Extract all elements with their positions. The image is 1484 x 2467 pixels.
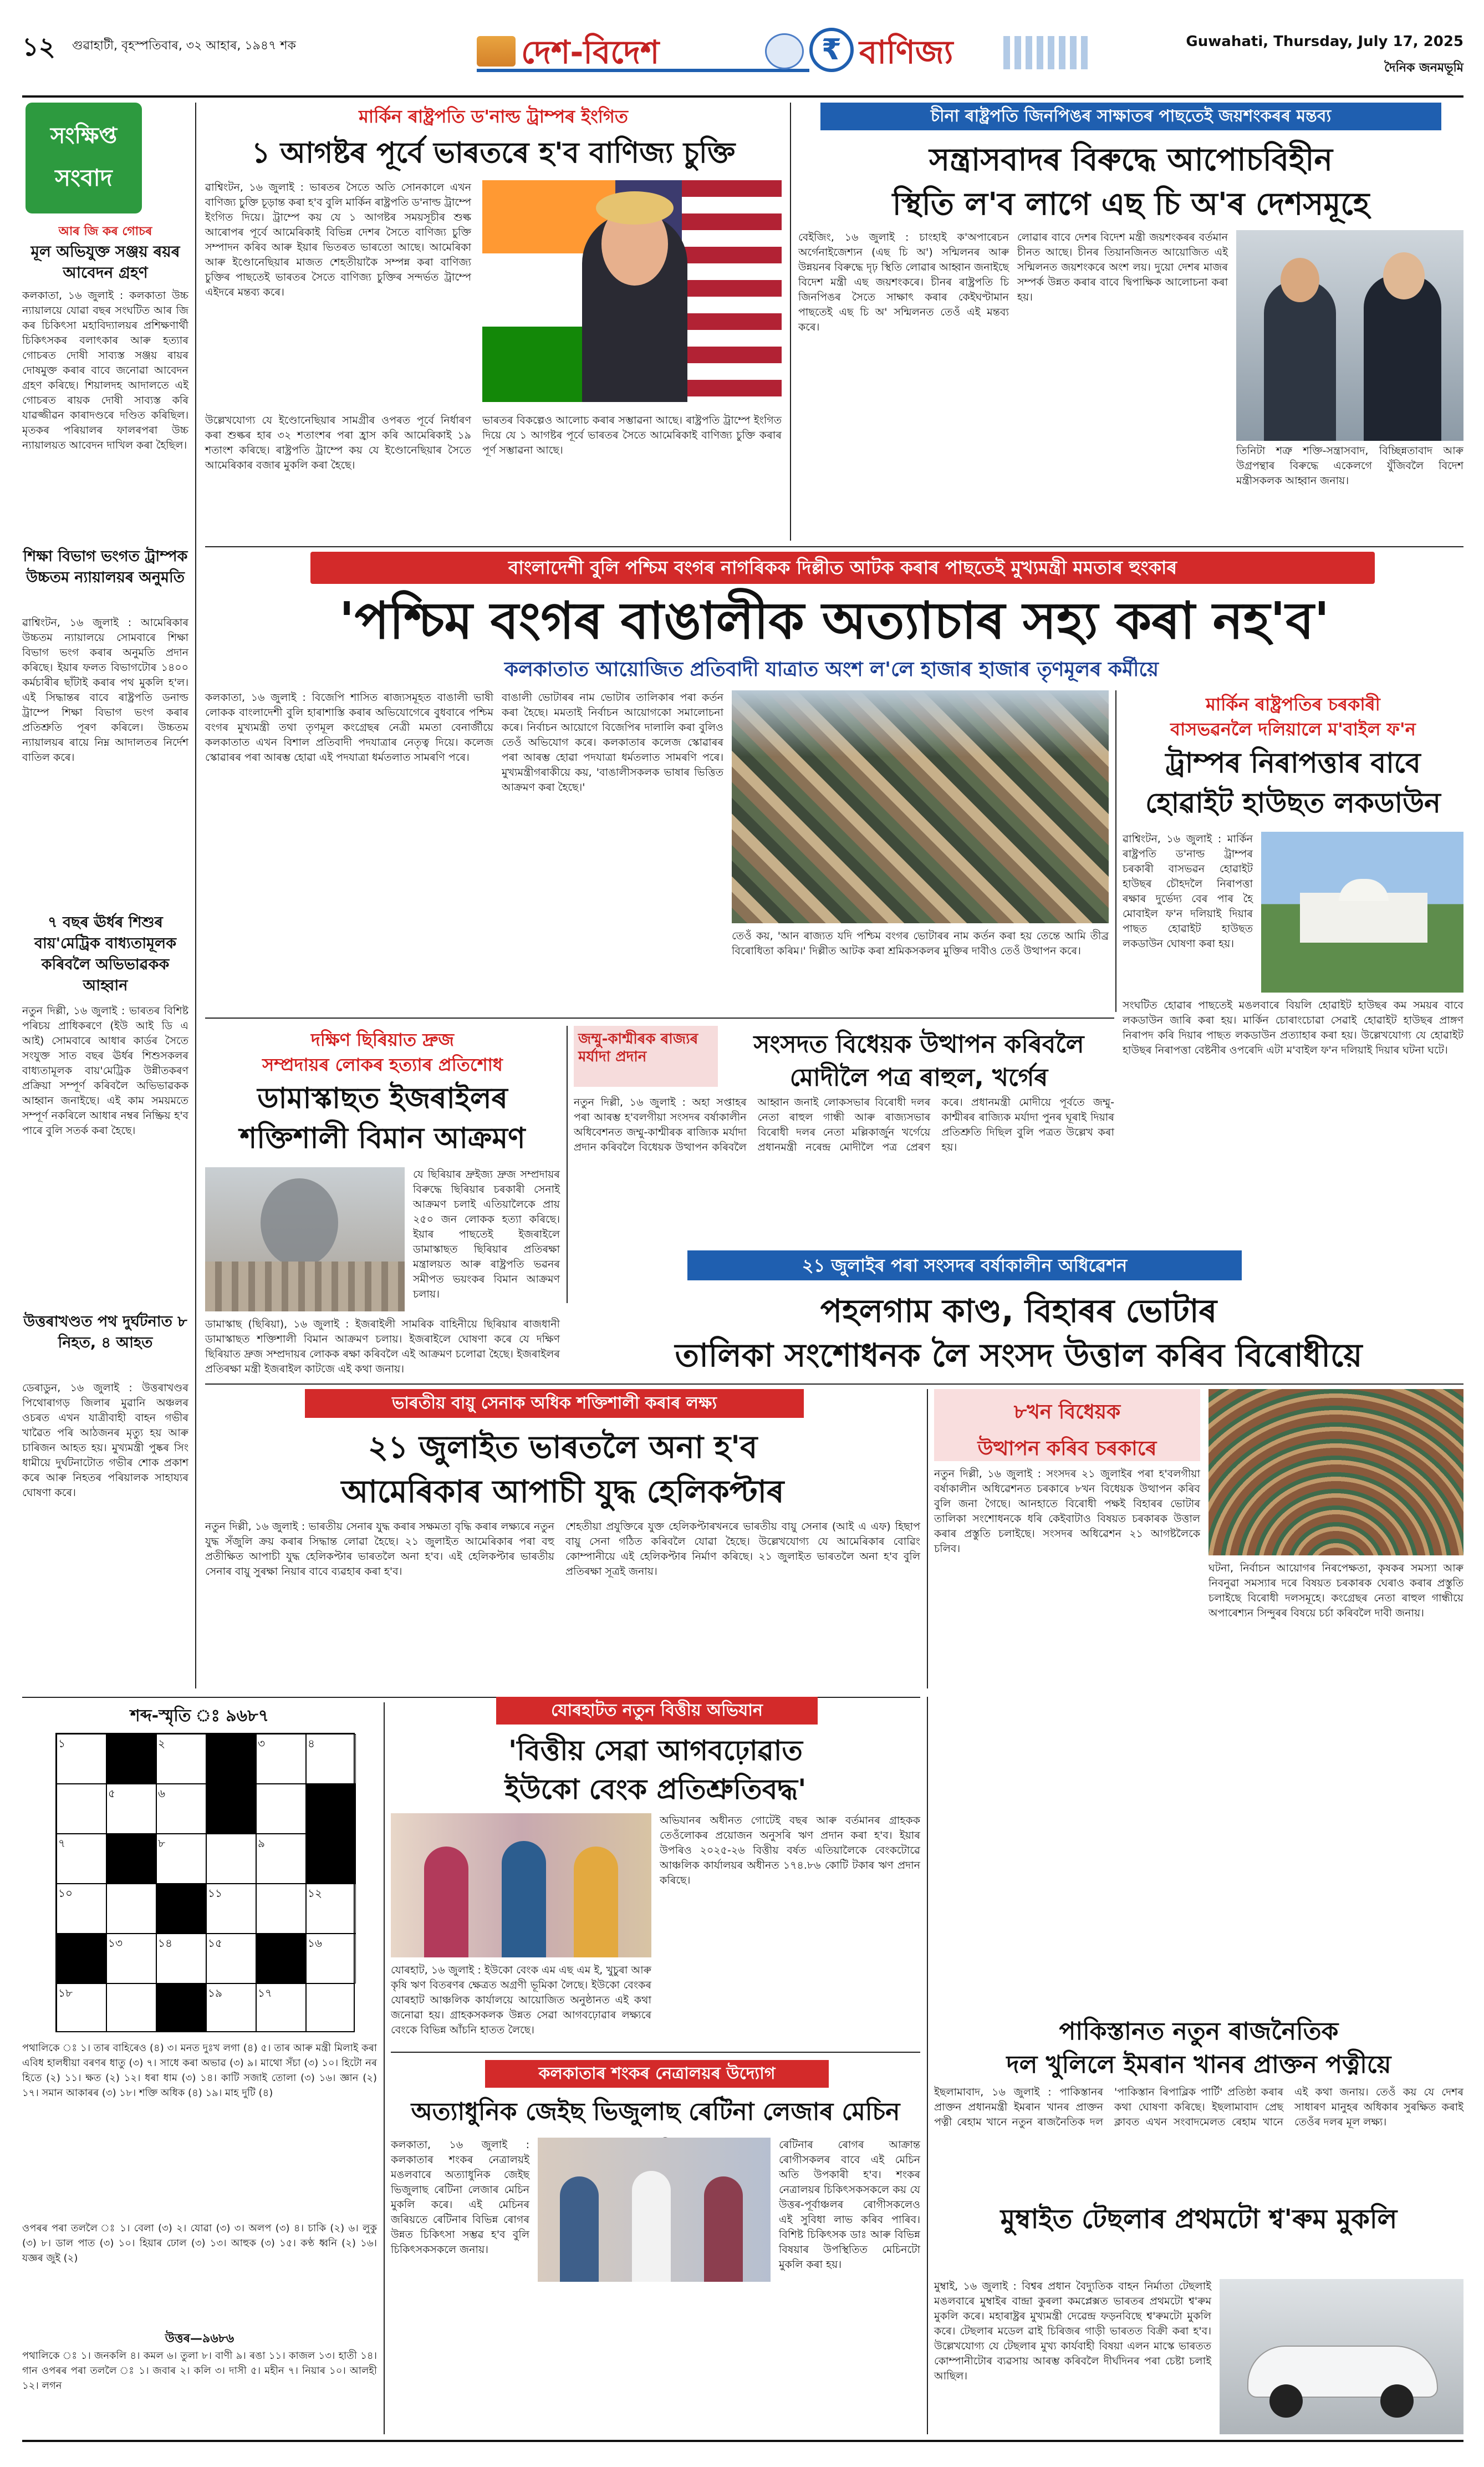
cell[interactable] <box>106 1983 156 2032</box>
cell[interactable] <box>206 1834 256 1884</box>
imran-body: ইছলামাবাদ, ১৬ জুলাই : পাকিস্তানৰ প্ৰাক্তন প্ৰধানমন্ত্ৰী ইমৰান খানৰ প্ৰাক্তন পত্নী ৰেহাম খানে নতুন ৰাজনৈতিক দল 'পাকিস্তান ৰিপাব্লিক পাৰ্টি' প্ৰতিষ্ঠা কৰাৰ কথা ঘোষণা কৰিছে। ইছলামাবাদ প্ৰেছ ক্লাবত এখন সংবাদমেলত ৰেহাম খানে এই কথা জনায়। তেওঁ কয় যে দেশৰ সাধাৰণ মানুহৰ অধিকাৰ সুৰক্ষিত কৰাই তেওঁৰ দলৰ মূল লক্ষ্য। <box>934 2086 1463 2128</box>
bengal-headline: 'পশ্চিম বংগৰ বাঙালীক অত্যাচাৰ সহ্য কৰা নহ'ব' <box>339 591 1330 650</box>
brief-item4-body: ডেৰাডুন, ১৬ জুলাই : উত্তৰাখণ্ডৰ পিথোৰাগড় জিলাৰ মুৱানি অঞ্চলৰ ওচৰত এখন যাত্ৰীবাহী বাহন গভীৰ খাৱৈত পৰি আঠজনৰ মৃত্যু হয় আৰু চাৰিজন আহত হয়। মুখ্যমন্ত্ৰী পুষ্কৰ সিং ধামীয়ে দুৰ্ঘটনাটোত গভীৰ শোক প্ৰকাশ কৰে আৰু নিহতৰ পৰিয়ালক সাহায্যৰ ঘোষণা কৰে। <box>22 1382 188 1499</box>
cell-black <box>156 1983 206 2032</box>
bills-kicker-box <box>934 1389 1200 1461</box>
parliament-headline-1: পহলগাম কাণ্ড, বিহাৰৰ ভোটাৰ <box>820 1292 1217 1330</box>
cell-10[interactable]: ১০ <box>57 1884 106 1934</box>
bengal-kicker: বাংলাদেশী বুলি পশ্চিম বংগৰ নাগৰিকক দিল্লীত আটক কৰাৰ পাছতেই মুখ্যমন্ত্ৰী মমতাৰ হুংকাৰ <box>310 552 1375 584</box>
parliament-icon <box>477 36 516 67</box>
syria-body-2: ডামাস্কাছ (ছিৰিয়া), ১৬ জুলাই : ইজৰাইলী সামৰিক বাহিনীয়ে ছিৰিয়াৰ ৰাজধানী ডামাস্কাছত শক্তিশালী বিমান আক্ৰমণ চলায়। ইজৰাইলে ঘোষণা কৰে যে দক্ষিণ ছিৰিয়াত দ্ৰুজ সম্প্ৰদায়ৰ লোকক ৰক্ষা কৰিবলৈ এই আক্ৰমণ চলোৱা হৈছে। ইজৰাইলৰ প্ৰতিৰক্ষা মন্ত্ৰী ইজৰাইল কাটজে এই কথা জনায়। <box>205 1318 560 1375</box>
cell-6[interactable]: ৬ <box>156 1784 206 1834</box>
kashmir-kicker: জম্মু-কাশ্মীৰক ৰাজ্যৰ মৰ্যাদা প্ৰদান <box>578 1031 698 1065</box>
crossword-title: শব্দ-স্মৃতি ঃ ৯৬৮৭ <box>130 1706 269 1726</box>
damascus-strike-photo <box>205 1167 405 1311</box>
cell-16[interactable]: ১৬ <box>306 1934 356 1983</box>
crossword-grid <box>55 1733 355 2032</box>
china-article <box>798 103 1463 541</box>
china-body-1: বেইজিং, ১৬ জুলাই : চাংহাই ক'অপাৰেচন অৰ্গেনাইজেশ্যন (এছ চি অ') সন্মিলনৰ আৰু উন্নয়নৰ বিৰুদ্ধে দৃঢ় স্থিতি লোৱাৰ আহ্বান জনাইছে বিদেশ মন্ত্ৰী এছ জয়শংকৰে। চীনৰ ৰাষ্ট্ৰপতি চি জিনপিঙৰ সৈতে সাক্ষাৎ কৰাৰ কেইঘণ্টামান পাছতেই এছ চি অ' সন্মিলনত তেওঁ এই মন্তব্য কৰে। <box>798 231 1009 333</box>
cell-12[interactable]: ১২ <box>306 1884 356 1934</box>
bengal-body-1: কলকাতা, ১৬ জুলাই : বিজেপি শাসিত ৰাজ্যসমূহত বাঙালী ভাষী লোকক বাংলাদেশী বুলি হাৰাশাস্তি কৰাৰ অভিযোগেৰে বুধবাৰে পশ্চিম বংগৰ মুখ্যমন্ত্ৰী তথা তৃণমূল কংগ্ৰেছৰ নেত্ৰী মমতা বেনাৰ্জীয়ে কলকাতাত এখন বিশাল প্ৰতিবাদী পদযাত্ৰাৰ নেতৃত্ব দিয়ে। কলেজ স্কোৱাৰৰ পৰা আৰম্ভ হোৱা এই পদযাত্ৰা ধৰ্মতলাত সামৰণি পৰে। <box>205 691 493 764</box>
cell-black <box>206 1734 256 1784</box>
lockdown-kicker-1: মাৰ্কিন ৰাষ্ট্ৰপতিৰ চৰকাৰী <box>1206 694 1380 715</box>
imran-article <box>934 2013 1463 2196</box>
cell-17[interactable]: ১৭ <box>256 1983 306 2032</box>
tesla-article <box>934 2201 1463 2434</box>
cell-18[interactable]: ১৮ <box>57 1983 106 2032</box>
syria-kicker-2: সম্প্ৰদায়ৰ লোকৰ হত্যাৰ প্ৰতিশোধ <box>262 1054 503 1075</box>
kashmir-headline-2: মোদীলৈ পত্ৰ ৰাহুল, খৰ্গেৰ <box>789 1064 1048 1092</box>
kashmir-article <box>574 1026 1114 1237</box>
trump-body-3: ভাৰতৰ বিকল্পেও আলোচ কৰাৰ সম্ভাৱনা আছে। ৰাষ্ট্ৰপতি ট্ৰাম্পে ইংগিত দিয়ে যে ১ আগষ্টৰ পূৰ্বে ভাৰতৰ সৈতে আমেৰিকাই বাণিজ্য চুক্তি কৰাৰ পূৰ্ণ সম্ভাৱনা আছে। <box>482 414 782 456</box>
uco-headline-2: ইউকো বেংক প্ৰতিশ্ৰুতিবদ্ধ' <box>504 1773 807 1805</box>
cell-14[interactable]: ১৪ <box>156 1934 206 1983</box>
tesla-body: মুম্বাই, ১৬ জুলাই : বিশ্বৰ প্ৰধান বৈদ্যুতিক বাহন নিৰ্মাতা টেছলাই মঙলবাৰে মুম্বাইৰ বান্দ্ৰা কুৰলা কমপ্লেক্সত ভাৰতৰ প্ৰথমটো শ্ব'ৰুম মুকলি কৰে। মহাৰাষ্ট্ৰৰ মুখ্যমন্ত্ৰী দেৱেন্দ্ৰ ফড়নবিছে শ্ব'ৰুমটো মুকলি কৰে। টেছলাৰ মডেল ৱাই চিৰিজৰ গাড়ী ভাৰতত বিক্ৰী কৰা হ'ব। উল্লেখযোগ্য যে টেছলাৰ মুখ্য কাৰ্যবাহী বিষয়া এলন মাস্কে ভাৰতত কোম্পানীটোৰ ব্যৱসায় আৰম্ভ কৰিবলৈ দীৰ্ঘদিনৰ পৰা চেষ্টা চলাই আছিল। <box>934 2280 1211 2382</box>
lockdown-body-1: ৱাশ্বিংটন, ১৬ জুলাই : মাৰ্কিন ৰাষ্ট্ৰপতি ড'নাল্ড ট্ৰাম্পৰ চৰকাৰী বাসভৱন হোৱাইট হাউছৰ চৌহদলৈ নিৰাপত্তা ৰক্ষাৰ দুৰ্ভেদ্য বেৰ পাৰ হৈ মোবাইল ফ'ন দলিয়াই দিয়াৰ পাছত হোৱাইট হাউছত লকডাউন ঘোষণা কৰা হয়। <box>1123 833 1253 950</box>
apache-article <box>205 1389 920 1688</box>
china-headline-2: স্থিতি ল'ব লাগে এছ চি অ'ৰ দেশসমূহে <box>892 186 1370 222</box>
cell-3[interactable]: ৩ <box>256 1734 306 1784</box>
brief-item1-body: কলকাতা, ১৬ জুলাই : কলকাতা উচ্চ ন্যায়ালয়ে যোৱা বছৰ সংঘটিত আৰ জি কৰ চিকিৎসা মহাবিদ্যালয়ৰ প্ৰশিক্ষণাৰ্থী চিকিৎসকৰ বলাৎকাৰ আৰু হত্যাৰ গোচৰত দোষী সাব্যস্ত সঞ্জয় ৰায়ৰ দোষমুক্ত কৰাৰ বাবে জনোৱা আবেদন গ্ৰহণ কৰিছে। শিয়ালদহ আদালতে এই গোচৰত ৰায়ক দোষী সাব্যস্ত কৰি যাৱজ্জীৱন কাৰাদণ্ডৰে দণ্ডিত কৰিছিল। মৃতকৰ পৰিয়ালৰ ফালৰপৰা উচ্চ ন্যায়ালয়ত আবেদন দাখিল কৰা হৈছিল। <box>22 289 188 451</box>
retina-body-1: কলকাতা, ১৬ জুলাই : কলকাতাৰ শংকৰ নেত্ৰালয়ই মঙলবাৰে অত্যাধুনিক জেইছ ভিজুলাছ ৰেটিনা লেজাৰ মেচিন মুকলি কৰে। এই মেচিনৰ জৰিয়তে ৰেটিনাৰ বিভিন্ন ৰোগৰ উন্নত চিকিৎসা সম্ভৱ হ'ব বুলি চিকিৎসকসকলে জনায়। <box>391 2139 529 2256</box>
bengal-body-3: তেওঁ কয়, 'আন ৰাজ্যত যদি পশ্চিম বংগৰ ভোটাৰৰ নাম কৰ্তন কৰা হয় তেন্তে আমি তীব্ৰ বিৰোধিতা কৰিম।' দিল্লীত আটক কৰা শ্ৰমিকসকলৰ মুক্তিৰ দাবীও তেওঁ উত্থাপন কৰে। <box>732 930 1109 957</box>
cell-13[interactable]: ১৩ <box>106 1934 156 1983</box>
globe-icon <box>765 33 804 69</box>
china-photo-caption: তিনিটা শত্ৰু শক্তি-সন্ত্ৰাসবাদ, বিচ্ছিন্নতাবাদ আৰু উগ্ৰপন্থাৰ বিৰুদ্ধে একেলগে যুঁজিবলৈ বিদেশ মন্ত্ৰীসকলক আহ্বান জনায়। <box>1236 445 1463 487</box>
trump-body-2: উল্লেখযোগ্য যে ইণ্ডোনেছিয়াৰ সামগ্ৰীৰ ওপৰত পূৰ্বে নিৰ্ধাৰণ কৰা শুল্কৰ হাৰ ৩২ শতাংশৰ পৰা হ্ৰাস কৰি আমেৰিকাই ১৯ শতাংশ কৰিছে। ৰাষ্ট্ৰপতি ট্ৰাম্পে কয় যে ইণ্ডোনেছিয়াৰ সৈতে আমেৰিকাৰ বজাৰ মুকলি কৰা হৈছে। <box>205 414 471 471</box>
white-house-photo <box>1261 832 1463 993</box>
cell-2[interactable]: ২ <box>156 1734 206 1784</box>
bills-kicker-2: উত্থাপন কৰিব চৰকাৰে <box>977 1437 1157 1460</box>
cell-black <box>206 1784 256 1834</box>
date-assamese: গুৱাহাটী, বৃহস্পতিবাৰ, ৩২ আহাৰ, ১৯৪৭ শক <box>72 39 296 53</box>
kashmir-headline-1: সংসদত বিধেয়ক উত্থাপন কৰিবলৈ <box>753 1030 1084 1059</box>
parliament-headline-2: তালিকা সংশোধনক লৈ সংসদ উত্তাল কৰিব বিৰোধীয়ে <box>675 1336 1363 1374</box>
trump-body-1: ৱাশ্বিংটন, ১৬ জুলাই : ভাৰতৰ সৈতে অতি সোনকালে এখন বাণিজ্য চুক্তি চূড়ান্ত কৰা হ'ব বুলি মাৰ্কিন ৰাষ্ট্ৰপতি ড'নাল্ড ট্ৰাম্পে ইংগিত দিয়ে। ট্ৰাম্পে কয় যে ১ আগষ্টৰ সময়সূচীৰ শুল্ক আৰোপৰ পূৰ্বে আমেৰিকাই বিভিন্ন দেশৰ সৈতে বাণিজ্য চুক্তি সম্পাদন কৰিব আৰু ইয়াৰ ভিতৰত ভাৰতো আছে। আমেৰিকা আৰু ইণ্ডোনেছিয়াৰ মাজত শেহতীয়াকৈ সম্পন্ন কৰা বাণিজ্য চুক্তিৰ পাছতেই ভাৰতৰ সৈতে বাণিজ্য চুক্তিৰ সন্দৰ্ভত ট্ৰাম্পে এইদৰে মন্তব্য কৰে। <box>205 181 471 298</box>
trump-photo <box>482 180 782 402</box>
china-headline-1: সন্ত্ৰাসবাদৰ বিৰুদ্ধে আপোচবিহীন <box>929 142 1333 178</box>
cell-5[interactable]: ৫ <box>106 1784 156 1834</box>
rupee-icon: ₹ <box>809 28 854 72</box>
apache-headline-1: ২১ জুলাইত ভাৰতলৈ অনা হ'ব <box>368 1430 758 1466</box>
cell-15[interactable]: ১৫ <box>206 1934 256 1983</box>
cell[interactable] <box>306 1983 355 2032</box>
cell-11[interactable]: ১১ <box>206 1884 256 1934</box>
lockdown-headline: ট্ৰাম্পৰ নিৰাপত্তাৰ বাবে হোৱাইট হাউছত লকডাউন <box>1145 747 1441 819</box>
date-english: Guwahati, Thursday, July 17, 2025 <box>1186 33 1463 50</box>
cell-black <box>306 1834 356 1884</box>
brief-item3-body: নতুন দিল্লী, ১৬ জুলাই : ভাৰতৰ বিশিষ্ট পৰিচয় প্ৰাধিকৰণে (ইউ আই ডি এ আই) সোমবাৰে আধাৰ কাৰ্ডৰ সৈতে সংযুক্ত সাত বছৰ ঊৰ্ধৰ শিশুসকলৰ বাধ্যতামূলক বায়'মেট্ৰিক উন্নীতকৰণ প্ৰক্ৰিয়া সম্পূৰ্ণ কৰিবলৈ অভিভাৱকক আহ্বান জনাইছে। এই কাম সময়মতে সম্পূৰ্ণ নকৰিলে আধাৰ নম্বৰ নিষ্ক্ৰিয় হ'ব পাৰে বুলি সতৰ্ক কৰা হৈছে। <box>22 1005 188 1137</box>
brief-item1-kicker: আৰ জি কৰ গোচৰ <box>58 225 152 238</box>
retina-headline: অত্যাধুনিক জেইছ ভিজুলাছ ৰেটিনা লেজাৰ মেচিন <box>411 2098 900 2126</box>
cell[interactable] <box>106 1884 156 1934</box>
bills-article <box>934 1389 1463 2005</box>
brief-title-2: সংবাদ <box>55 164 113 191</box>
cell-black <box>256 1934 306 1983</box>
trump-india-article <box>205 103 782 541</box>
cell-black <box>156 1884 206 1934</box>
brief-title-box <box>26 103 142 213</box>
tesla-car-photo <box>1220 2279 1463 2434</box>
masthead <box>22 22 1463 94</box>
section-title-2: বাণিজ্য <box>859 33 953 71</box>
uco-body-2: অভিযানৰ অধীনত গোটেই বছৰ আৰু বৰ্তমানৰ গ্ৰাহকক তেওঁলোকৰ প্ৰয়োজন অনুসৰি ঋণ প্ৰদান কৰা হ'ব। ইয়াৰ উপৰিও ২০২৫-২৬ বিত্তীয় বৰ্ষত এতিয়ালৈকে বেংকটোৱে আঞ্চলিক কাৰ্যালয়ৰ অধীনত ১৭৪.৮৬ কোটি টকাৰ ঋণ প্ৰদান কৰিছে। <box>660 1814 920 1886</box>
apache-headline-2: আমেৰিকাৰ আপাচী যুদ্ধ হেলিকপ্টাৰ <box>341 1474 784 1510</box>
parliament-kicker: ২১ জুলাইৰ পৰা সংসদৰ বৰ্ষাকালীন অধিৱেশন <box>687 1250 1242 1280</box>
bills-kicker-1: ৮খন বিধেয়ক <box>1013 1401 1121 1423</box>
bills-body-2: ঘটনা, নিৰ্বাচন আয়োগৰ নিৰপেক্ষতা, কৃষকৰ সমস্যা আৰু নিবনুৱা সমস্যাৰ দৰে বিষয়ত চৰকাৰক ঘেৰাও কৰাৰ প্ৰস্তুতি চলাইছে বিৰোধী দলসমূহে। কংগ্ৰেছৰ নেতা ৰাহুল গান্ধীয়ে অপাৰেশ্যন সিন্দুৰৰ বিষয়ে চৰ্চা কৰিবলৈ দাবী জনায়। <box>1208 1562 1463 1619</box>
cell[interactable] <box>256 1884 306 1934</box>
lockdown-body-2: সংঘটিত হোৱাৰ পাছতেই মঙলবাৰে বিয়লি হোৱাইট হাউছৰ কম সময়ৰ বাবে লকডাউন জাৰি কৰা হয়। মাৰ্কিন চোৰাংচোৱা সেৱাই হোৱাইট হাউছৰ প্ৰাঙ্গণ নিৰাপদ কৰি দিয়াৰ পাছত লকডাউন প্ৰত্যাহাৰ কৰা হয়। উল্লেখযোগ্য যে হোৱাইট হাউছৰ নিৰাপত্তা বেষ্টনীৰ ওপৰেদি এটা ম'বাইল ফ'ন দলিয়াই দিয়াৰ ঘটনা ঘটে। <box>1123 999 1463 1056</box>
cell[interactable] <box>256 1784 306 1834</box>
crossword-answers: পথালিকে ঃ ১। জনকলি ৪। কমল ৬। তুলা ৮। বাণী ৯। ৰঙা ১১। কাজল ১৩। হাতী ১৪। গান ওপৰৰ পৰা তললৈ ঃ ১। জবাৰ ২। কলি ৩। দাসী ৫। মহীন ৭। নিয়াৰ ১০। আলহী ১২। লগন <box>22 2350 377 2392</box>
cell-9[interactable]: ৯ <box>256 1834 306 1884</box>
imran-headline-2: দল খুলিলে ইমৰান খানৰ প্ৰাক্তন পত্নীয়ে <box>1006 2051 1391 2079</box>
brief-item3-headline: ৭ বছৰ ঊৰ্ধৰ শিশুৰ বায়'মেট্ৰিক বাধ্যতামূলক কৰিবলৈ অভিভাৱকক আহ্বান <box>34 914 177 994</box>
retina-article <box>391 2060 920 2434</box>
brief-news-column <box>22 103 188 1688</box>
cell-black <box>306 1784 356 1834</box>
uco-headline-1: 'বিত্তীয় সেৱা আগবঢ়োৱাত <box>508 1734 803 1767</box>
imran-headline-1: পাকিস্তানত নতুন ৰাজনৈতিক <box>1059 2017 1339 2046</box>
crossword-clues-down: ওপৰৰ পৰা তললৈ ঃ ১। বেলা (৩) ২। যোৱা (৩) ৩। অলপ (৩) ৪। চাকি (২) ৬। লুকু (৩) ৮। ডাল পাত (৩) ১০। হিয়াৰ ঢোল (৩) ১৩। আহুক (৩) ১৫। কণ্ঠ ধ্বনি (২) ১৬। যজ্ঞৰ জুই (২) <box>22 2222 377 2264</box>
tesla-headline: মুম্বাইত টেছলাৰ প্ৰথমটো শ্ব'ৰুম মুকলি <box>1000 2204 1398 2235</box>
syria-headline: ডামাস্কাছত ইজৰাইলৰ শক্তিশালী বিমান আক্ৰমণ <box>239 1082 526 1155</box>
cell[interactable] <box>57 1784 106 1834</box>
brief-item2-headline: শিক্ষা বিভাগ ভংগত ট্ৰাম্পক উচ্চতম ন্যায়ালয়ৰ অনুমতি <box>23 548 188 586</box>
apache-body-2: শেহতীয়া প্ৰযুক্তিৰে যুক্ত হেলিকপ্টাৰখনৰে ভাৰতীয় বায়ু সেনাৰ (আই এ এফ) হিছাপ বায়ু সেনা গঠিত কৰিবলৈ যোৱা হৈছে। উল্লেখযোগ্য যে আমেৰিকাৰ বোৱিং কোম্পানীয়ে এই হেলিকপ্টাৰ নিৰ্মাণ কৰিছে। ২১ জুলাইত ভাৰতলৈ অনা হ'ব বুলি প্ৰতিৰক্ষা সূত্ৰই জনায়। <box>565 1520 920 1578</box>
uco-kicker: যোৰহাটত নতুন বিত্তীয় অভিযান <box>496 1697 818 1725</box>
cell-8[interactable]: ৮ <box>156 1834 206 1884</box>
page-number: ১২ <box>22 32 55 62</box>
brief-item2-body: ৱাশ্বিংটন, ১৬ জুলাই : আমেৰিকাৰ উচ্চতম ন্যায়ালয়ে সোমবাৰে শিক্ষা বিভাগ ভংগ কৰাৰ অনুমতি প্ৰদান কৰিছে। ইয়াৰ ফলত বিভাগটোৰ ১৪০০ কৰ্মচাৰীৰ ছাঁটাই কৰাৰ পথ মুকলি হ'ল। এই সিদ্ধান্তৰ বাবে ৰাষ্ট্ৰপতি ডনাল্ড ট্ৰাম্পে শিক্ষা বিভাগ ভংগ কৰাৰ প্ৰতিশ্ৰুতি পূৰণ কৰিলে। উচ্চতম ন্যায়ালয়ৰ ৰায়ে নিম্ন আদালতৰ নিৰ্দেশ বাতিল কৰে। <box>22 617 188 764</box>
syria-kicker-1: দক্ষিণ ছিৰিয়াত দ্ৰুজ <box>310 1029 455 1050</box>
crossword <box>22 1702 377 2434</box>
apache-body-1: নতুন দিল্লী, ১৬ জুলাই : ভাৰতীয় সেনাৰ যুদ্ধ কৰাৰ সক্ষমতা বৃদ্ধি কৰাৰ লক্ষ্যৰে নতুন যুদ্ধ সঁজুলি ক্ৰয় কৰাৰ সিদ্ধান্ত লোৱা হৈছে। ২১ জুলাইত আমেৰিকাৰ পৰা বহু প্ৰতীক্ষিত আপাচী যুদ্ধ হেলিকপ্টাৰ ভাৰতলৈ অনা হ'ব। এই হেলিকপ্টাৰ ভাৰতীয় সেনাৰ বায়ু সুৰক্ষা নিয়াৰ বাবে ব্যৱহাৰ কৰা হ'ব। <box>205 1520 554 1578</box>
cell-black <box>106 1734 156 1784</box>
trump-headline: ১ আগষ্টৰ পূৰ্বে ভাৰতৰে হ'ব বাণিজ্য চুক্তি <box>251 136 736 170</box>
cell-7[interactable]: ৭ <box>57 1834 106 1884</box>
retina-event-photo <box>538 2138 771 2282</box>
retina-body-2: ৰেটিনাৰ ৰোগৰ আক্ৰান্ত ৰোগীসকলৰ বাবে এই মেচিন অতি উপকাৰী হ'ব। শংকৰ নেত্ৰালয়ৰ চিকিৎসকসকলে কয় যে উত্তৰ-পূৰ্বাঞ্চলৰ ৰোগীসকলেও এই সুবিধা লাভ কৰিব পাৰিব। বিশিষ্ট চিকিৎসক ডাঃ আৰু বিভিন্ন বিষয়াৰ উপস্থিতিত মেচিনটো মুকলি কৰা হয়। <box>779 2139 920 2271</box>
brief-item1-headline: মূল অভিযুক্ত সঞ্জয় ৰয়ৰ আবেদন গ্ৰহণ <box>30 242 180 282</box>
crossword-clues-across: পথালিকে ঃ ১। তাৰ বাহিৰেও (৪) ৩। মনত দুঃখ লগা (৪) ৫। তাৰ আৰু মন্ত্ৰী মিলাই কৰা এবিধ হালধীয়া বৰণৰ ধাতু (৩) ৭। সাধে কৰা অভাৱ (৩) ৯। মাথো সঁচা (৩) ১০। হিটো নৰ হিতে (২) ১১। ক্ষত (২) ১২। ধৰা ধাম (৩) ১৪। কাটি সজাই তোলা (৩) ১৬। জ্ঞান (২) ১৭। সমান আকাৰৰ (৩) ১৮। শক্তি অধিক (৪) ১৯। মাহ দুটি (৪) <box>22 2042 377 2099</box>
section-title-banijya <box>809 28 1098 72</box>
china-kicker: চীনা ৰাষ্ট্ৰপতি জিনপিঙৰ সাক্ষাতৰ পাছতেই জয়শংকৰৰ মন্তব্য <box>820 103 1441 130</box>
bengal-subhead: কলকাতাত আয়োজিত প্ৰতিবাদী যাত্ৰাত অংশ ল'লে হাজাৰ হাজাৰ তৃণমূলৰ কৰ্মীয়ে <box>504 658 1159 681</box>
bengal-rally-photo <box>732 690 1109 923</box>
jaishankar-xi-photo <box>1236 230 1463 441</box>
lockdown-kicker-2: বাসভৱনলৈ দলিয়ালে ম'বাইল ফ'ন <box>1170 719 1416 740</box>
brief-item4-headline: উত্তৰাখণ্ডত পথ দুৰ্ঘটনাত ৮ নিহত, ৪ আহত <box>23 1313 187 1351</box>
uco-article <box>391 1697 920 2046</box>
bengal-body-2: বাঙালী ভোটাৰৰ নাম ভোটাৰ তালিকাৰ পৰা কৰ্তন কৰা হৈছে। মমতাই নিৰ্বাচন আয়োগকো সমালোচনা কৰে। নিৰ্বাচন আয়োগে বিজেপিৰ দালালি কৰা বুলিও তেওঁ অভিযোগ কৰে। কলকাতাৰ কলেজ স্কোৱাৰৰ পৰা আৰম্ভ হোৱা পদযাত্ৰা ধৰ্মতলাত সামৰণি পৰে। মুখ্যমন্ত্ৰীগৰাকীয়ে কয়, 'বাঙালীসকলক ভাষাৰ ভিত্তিত আক্ৰমণ কৰা হৈছে।' <box>502 691 723 793</box>
cell-1[interactable]: ১ <box>57 1734 106 1784</box>
lockdown-article <box>1123 690 1463 1245</box>
china-body-2: লোৱাৰ বাবে দেশৰ বিদেশ মন্ত্ৰী জয়শংকৰৰ বৰ্তমান চীনত আছে। চীনৰ তিয়ানজিনত আয়োজিত এই সন্মিলনত জয়শংকৰে অংশ লয়। দুয়ো দেশৰ মাজৰ সম্পৰ্ক উন্নত কৰাৰ বাবে দ্বিপাক্ষিক আলোচনা কৰা হয়। <box>1017 231 1228 303</box>
brief-title-1: সংক্ষিপ্ত <box>50 123 118 149</box>
syria-body-1: যে ছিৰিয়াৰ দ্ৰুইজ্য দ্ৰুজ সম্প্ৰদায়ৰ বিৰুদ্ধে ছিৰিয়াৰ চৰকাৰী সেনাই আক্ৰমণ চলাই এতিয়ালৈকে প্ৰায় ২৫০ জন লোকক হত্যা কৰিছে। ইয়াৰ পাছতেই ইজৰাইলে ডামাস্কাছত ছিৰিয়াৰ প্ৰতিৰক্ষা মন্ত্ৰালয়ত আৰু ৰাষ্ট্ৰপতি ভৱনৰ সমীপত ভয়ংকৰ বিমান আক্ৰমণ চলায়। <box>413 1168 560 1300</box>
section-title-desh-bidesh <box>477 28 809 72</box>
cell-black <box>106 1834 156 1884</box>
section-title-1: দেশ-বিদেশ <box>521 33 660 71</box>
parliament-photo <box>1208 1389 1463 1555</box>
bills-body-1: নতুন দিল্লী, ১৬ জুলাই : সংসদৰ ২১ জুলাইৰ পৰা হ'বলগীয়া বৰ্ষাকালীন অধিৱেশনত চৰকাৰে ৮খন বিধেয়ক উত্থাপন কৰিব বুলি জনা গৈছে। আনহাতে বিৰোধী পক্ষই বিহাৰৰ ভোটাৰ তালিকা সংশোধনকে ধৰি কেইবাটাও বিষয়ত চৰকাৰক উত্তাল কৰাৰ প্ৰস্তুতি চলাইছে। সংসদৰ অধিৱেশন ২১ আগষ্টলৈকে চলিব। <box>934 1468 1200 1555</box>
city-skyline-icon <box>1003 36 1092 69</box>
kashmir-kicker-box <box>574 1026 718 1087</box>
cell-4[interactable]: ৪ <box>306 1734 356 1784</box>
kashmir-body: নতুন দিল্লী, ১৬ জুলাই : অহা সপ্তাহৰ পৰা আৰম্ভ হ'বলগীয়া সংসদৰ বৰ্ষাকালীন অধিবেশনত জম্মু-কাশ্মীৰক ৰাজ্যিক মৰ্যাদা প্ৰদান কৰিবলৈ বিধেয়ক উত্থাপন কৰিবলৈ আহ্বান জনাই লোকসভাৰ বিৰোধী দলৰ নেতা ৰাহুল গান্ধী আৰু ৰাজ্যসভাৰ বিৰোধী দলৰ নেতা মল্লিকাৰ্জুন খৰ্গেয়ে প্ৰধানমন্ত্ৰী নৰেন্দ্ৰ মোদীলৈ পত্ৰ প্ৰেৰণ কৰে। প্ৰধানমন্ত্ৰী মোদীয়ে পূৰ্বতে জম্মু-কাশ্মীৰৰ ৰাজ্যিক মৰ্যাদা পুনৰ ঘূৰাই দিয়াৰ প্ৰতিশ্ৰুতি দিছিল বুলি পত্ৰত উল্লেখ কৰা হয়। <box>574 1096 1114 1153</box>
cell-19[interactable]: ১৯ <box>206 1983 256 2032</box>
newspaper-name: দৈনিক জনমভূমি <box>1384 61 1463 75</box>
crossword-answer-title: উত্তৰ—৯৬৮৬ <box>165 2332 234 2346</box>
cell-black <box>57 1934 106 1983</box>
trump-kicker: মাৰ্কিন ৰাষ্ট্ৰপতি ড'নাল্ড ট্ৰাম্পৰ ইংগিত <box>359 106 628 127</box>
apache-kicker: ভাৰতীয় বায়ু সেনাক অধিক শক্তিশালী কৰাৰ লক্ষ্য <box>305 1389 804 1418</box>
retina-kicker: কলকাতাৰ শংকৰ নেত্ৰালয়ৰ উদ্যোগ <box>485 2060 829 2088</box>
uco-body-1: যোৰহাট, ১৬ জুলাই : ইউকো বেংক এম এছ এম ই, খুচুৰা আৰু কৃষি ঋণ বিতৰণৰ ক্ষেত্ৰত অগ্ৰণী ভূমিকা লৈছে। ইউকো বেংকৰ যোৰহাট আঞ্চলিক কাৰ্যালয়ে আয়োজিত অনুষ্ঠানত এই কথা জনোৱা হয়। গ্ৰাহকসকলক উন্নত সেৱা আগবঢ়োৱাৰ লক্ষ্যৰে বেংকে বিভিন্ন আঁচনি হাতত লৈছে। <box>391 1964 651 2036</box>
uco-event-photo <box>391 1813 651 1957</box>
